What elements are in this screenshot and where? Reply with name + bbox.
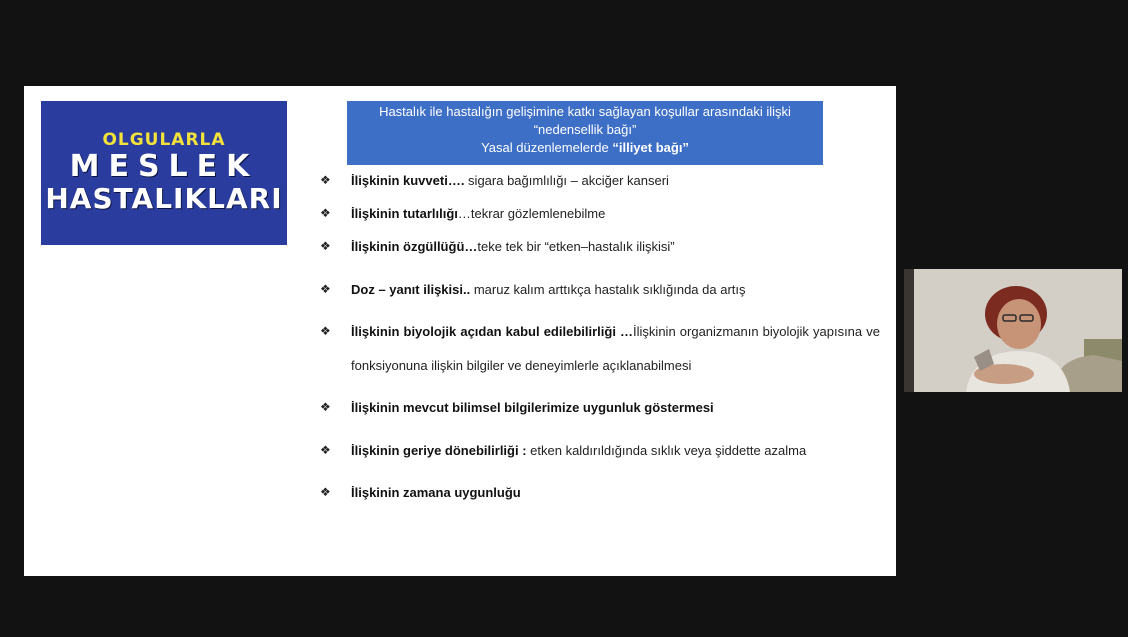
diamond-bullet-icon: ❖ [320, 282, 331, 296]
title-line-3 [347, 139, 823, 157]
bullet-text: sigara bağımlılığı – akciğer kanseri [464, 173, 669, 188]
speaker-video-thumbnail[interactable] [904, 269, 1122, 392]
diamond-bullet-icon: ❖ [320, 324, 331, 338]
title-line-3-prefix: Yasal düzenlemelerde [481, 140, 613, 155]
bullet-bold-text: İlişkinin geriye dönebilirliği : [351, 443, 527, 458]
logo-line-hastaliklari: HASTALIKLARI [45, 182, 283, 215]
bullet-bold-text: İlişkinin mevcut bilimsel bilgilerimize uygunluk göstermesi [351, 400, 714, 415]
bullet-text: teke tek bir “etken–hastalık ilişkisi” [477, 239, 675, 254]
bullet-bold-text: İlişkinin kuvveti…. [351, 173, 465, 188]
bullet-text: İlişkinin organizmanın biyolojik yapısına ve fonksiyonuna ilişkin bilgiler ve deneyimlerle açıklanabilmesi [351, 324, 880, 373]
bullet-text: etken kaldırıldığında sıklık veya şiddette azalma [526, 443, 807, 458]
bullet-bold-text: İlişkinin biyolojik açıdan kabul edilebilirliği … [351, 324, 634, 339]
bullet-bold-text: İlişkinin tutarlılığı [351, 206, 458, 221]
bullet-text: maruz kalım arttıkça hastalık sıklığında da artış [470, 282, 746, 297]
slide-title-box [347, 101, 823, 165]
logo-line-olgularla: OLGULARLA [102, 130, 226, 150]
course-logo [41, 101, 287, 245]
diamond-bullet-icon: ❖ [320, 206, 331, 220]
logo-line-meslek: MESLEK [69, 149, 259, 184]
bullet-bold-text: İlişkinin zamana uygunluğu [351, 485, 521, 500]
diamond-bullet-icon: ❖ [320, 239, 331, 253]
bullet-text: …tekrar gözlemlenebilme [457, 206, 606, 221]
title-line-3-bold: “illiyet bağı” [612, 140, 689, 155]
presentation-slide [24, 86, 896, 576]
title-line-1: Hastalık ile hastalığın gelişimine katkı sağlayan koşullar arasındaki ilişki [379, 104, 791, 119]
diamond-bullet-icon: ❖ [320, 400, 331, 414]
diamond-bullet-icon: ❖ [320, 485, 331, 499]
bullet-bold-text: Doz – yanıt ilişkisi.. [351, 282, 471, 297]
diamond-bullet-icon: ❖ [320, 173, 331, 187]
diamond-bullet-icon: ❖ [320, 443, 331, 457]
speaker-video-frame [904, 269, 1122, 392]
title-line-2: “nedensellik bağı” [533, 122, 637, 137]
bullet-bold-text: İlişkinin özgüllüğü… [351, 239, 478, 254]
